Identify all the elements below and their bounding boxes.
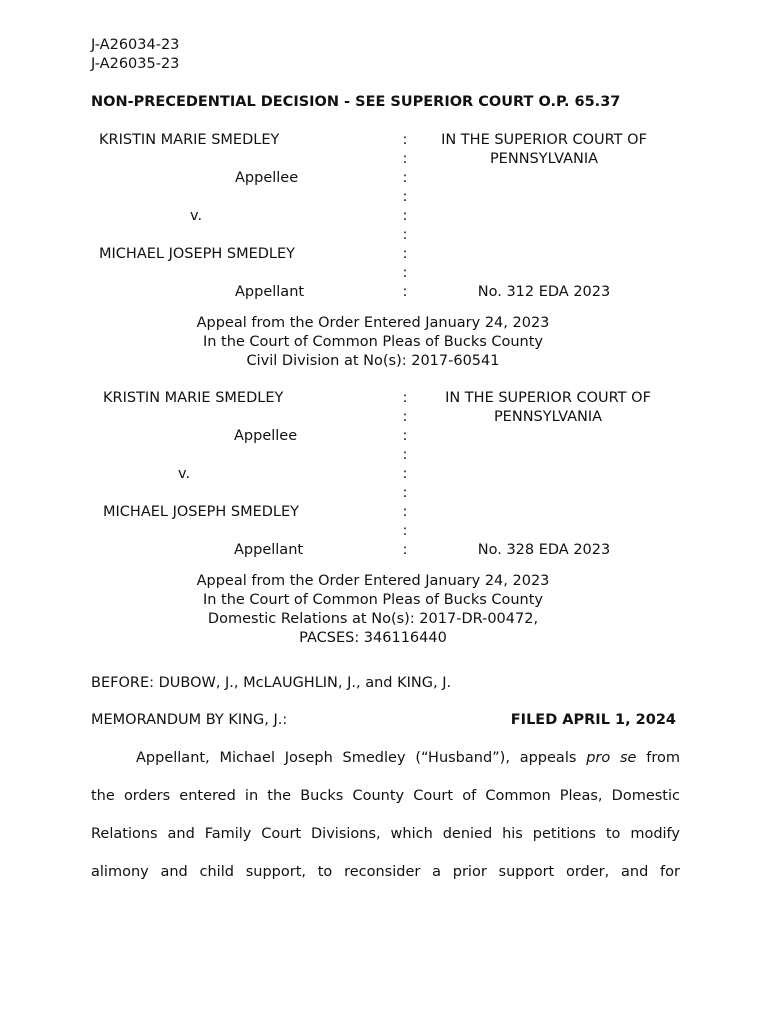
case-number: No. 328 EDA 2023 <box>477 542 611 558</box>
appeal-info-1 <box>0 314 746 371</box>
appeal-line: Appeal from the Order Entered January 24, 2023 <box>196 315 550 331</box>
memorandum-author: MEMORANDUM BY KING, J.: <box>91 712 288 728</box>
court-name-line-1: IN THE SUPERIOR COURT OF <box>445 390 651 406</box>
caption-divider: : : : : : : : : : <box>402 132 408 300</box>
appeal-line: PACSES: 346116440 <box>299 630 447 646</box>
appeal-line: In the Court of Common Pleas of Bucks County <box>202 592 544 608</box>
plaintiff-name: KRISTIN MARIE SMEDLEY <box>99 132 280 148</box>
plaintiff-name: KRISTIN MARIE SMEDLEY <box>103 390 284 406</box>
plaintiff-role: Appellee <box>235 170 299 186</box>
non-precedential-notice: NON-PRECEDENTIAL DECISION - SEE SUPERIOR COURT O.P. 65.37 <box>91 94 621 110</box>
body-text: from <box>646 750 681 766</box>
body-line-2: the orders entered in the Bucks County Court of Common Pleas, Domestic <box>91 788 680 804</box>
appeal-line: In the Court of Common Pleas of Bucks County <box>202 334 544 350</box>
body-line-3: Relations and Family Court Divisions, which denied his petitions to modify <box>91 826 680 842</box>
appeal-line: Appeal from the Order Entered January 24, 2023 <box>196 573 550 589</box>
court-name-line-1: IN THE SUPERIOR COURT OF <box>441 132 647 148</box>
appeal-info-2 <box>0 572 746 648</box>
plaintiff-role: Appellee <box>234 428 298 444</box>
court-name-line-2: PENNSYLVANIA <box>489 151 599 167</box>
case-number: No. 312 EDA 2023 <box>477 284 611 300</box>
body-line-1 <box>136 749 680 768</box>
body-italic-text: pro se <box>586 750 637 766</box>
defendant-role: Appellant <box>235 284 305 300</box>
court-name <box>424 389 672 427</box>
court-name-line-2: PENNSYLVANIA <box>493 409 603 425</box>
appeal-line: Domestic Relations at No(s): 2017-DR-00472, <box>207 611 539 627</box>
docket-number-2: J-A26035-23 <box>91 56 180 72</box>
defendant-role: Appellant <box>234 542 304 558</box>
body-text: Appellant, Michael Joseph Smedley (“Husband”), appeals <box>136 750 577 766</box>
versus-label: v. <box>190 208 203 224</box>
appeal-line: Civil Division at No(s): 2017-60541 <box>246 353 500 369</box>
defendant-name: MICHAEL JOSEPH SMEDLEY <box>103 504 300 520</box>
body-line-4: alimony and child support, to reconsider a prior support order, and for <box>91 864 680 880</box>
versus-label: v. <box>178 466 191 482</box>
docket-number-1: J-A26034-23 <box>91 37 180 53</box>
filed-date: FILED APRIL 1, 2024 <box>510 712 676 728</box>
panel-judges: BEFORE: DUBOW, J., McLAUGHLIN, J., and KING, J. <box>91 675 452 691</box>
caption-divider: : : : : : : : : : <box>402 390 408 558</box>
court-name <box>420 131 668 169</box>
defendant-name: MICHAEL JOSEPH SMEDLEY <box>99 246 296 262</box>
